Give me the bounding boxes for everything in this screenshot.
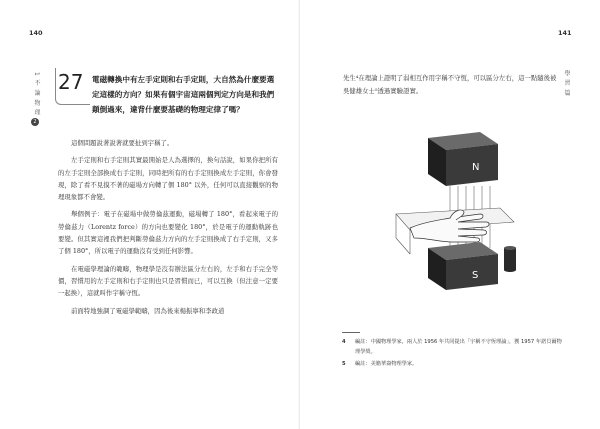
magnet-bottom-label: S — [472, 270, 479, 281]
paragraph: 先生⁴在理論上證明了弱相互作用宇稱不守恆，可以區分左右，這一點隨後被吳健雄女士⁵透過實驗證實。 — [343, 74, 557, 95]
cylinder-object — [504, 246, 516, 272]
footnote-number: 4 — [342, 339, 346, 345]
magnet-hand-illustration — [388, 130, 530, 295]
right-body — [343, 72, 559, 98]
answer-body — [58, 137, 278, 322]
footnote-text: 編註：中國物理學家，兩人於 1956 年共同提出「宇稱不守恆理論」，獲 1957 年諾貝爾物理學獎。 — [355, 339, 562, 355]
paragraph: 舉個例子：電子在磁場中做勞倫茲運動，磁場轉了 180°，看起來電子的勞倫茲力（Lorentz force）的方向也要變化 180°，於是電子的運動軌跡也要變。但其實這裡我們把判斷勞倫茲力方向的左手定則換成了右手定則，又多了個 180°，所以電子的運動沒有受到任何影響。 — [58, 210, 278, 256]
footnote-text: 編註：美籍華裔物理學家。 — [355, 361, 418, 367]
section-tab-right: 學 習 篇 — [563, 70, 570, 97]
footnote — [342, 360, 562, 370]
footnotes — [342, 338, 562, 373]
magnet-top-label: N — [472, 162, 480, 173]
section-tab-left: 1 不 論 物 理 — [33, 72, 40, 117]
question-number: 27 — [58, 70, 84, 94]
paragraph: 左手定則和右手定則其實最開始是人為選擇的，換句話說，如果你把所有的左手定則全部換成右手定則，同時把所有的右手定則換成左手定則，你會發現，除了看不見摸不著的磁場方向轉了個 180° 以外，任何可以直接觀察的物理現象都不會變。 — [58, 156, 278, 202]
magnet-bottom — [428, 242, 498, 290]
magnet-top — [428, 132, 498, 186]
page-number-left: 140 — [29, 29, 43, 37]
question-text: 電磁轉換中有左手定則和右手定則，大自然為什麼要選定這樣的方向？如果有個宇宙這兩個判定方向是和我們顛倒過來，違背什麼要基礎的物理定律了嗎？ — [92, 75, 275, 114]
paragraph: 前面特地強調了電磁學範疇，因為後來楊振寧和李政道 — [71, 306, 225, 315]
page-number-right: 141 — [558, 29, 572, 37]
footnote — [342, 338, 562, 357]
section-tab-badge: 2 — [31, 118, 39, 126]
footnote-number: 5 — [342, 361, 346, 367]
paragraph: 在電磁學理論的範疇，物理學是沒有辦法區分左右的，左手和右手完全等價，習慣用的左手定則和右手定則也只是習慣而已，可以互換（但注意一定要一起換），這就叫作宇稱守恆。 — [58, 264, 278, 298]
footnote-divider — [342, 332, 360, 333]
paragraph: 這個問題說著說著就要扯到宇稱了。 — [71, 139, 174, 147]
